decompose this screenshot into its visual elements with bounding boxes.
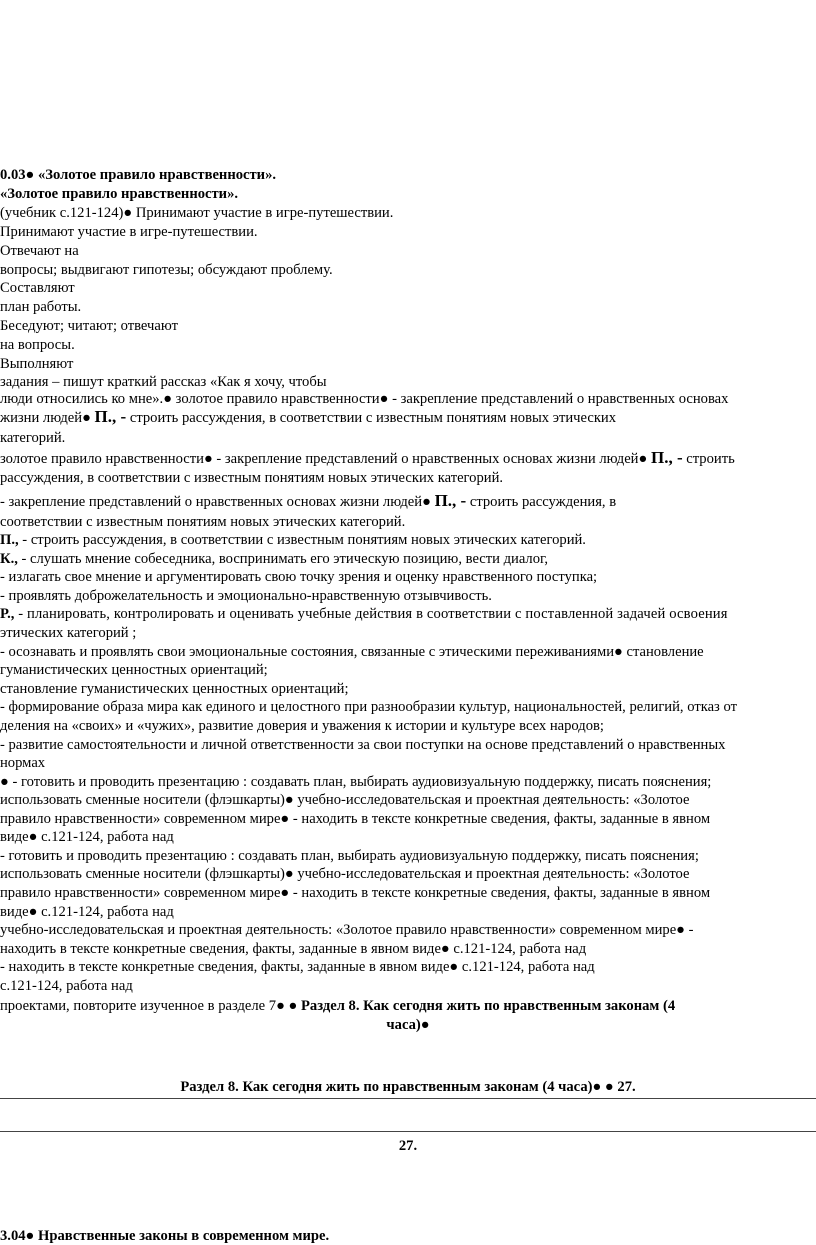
text-span: строить рассуждения, в xyxy=(466,494,617,510)
text-span: - закрепление представлений о нравственных основах жизни людей● xyxy=(0,494,435,510)
divider xyxy=(0,1098,816,1099)
text-line: - проявлять доброжелательность и эмоционально-нравственную отзывчивость. xyxy=(0,588,492,604)
section-heading: Раздел 8. Как сегодня жить по нравственным законам (4 часа)● ● 27. xyxy=(180,1079,636,1095)
text-line: - развитие самостоятельности и личной ответственности за свои поступки на основе представлений о нравственных xyxy=(0,737,726,753)
text-line: 3.04● Нравственные законы в современном мире. xyxy=(0,1228,330,1244)
label-r: Р., xyxy=(0,606,15,622)
text-line: Выполняют xyxy=(0,356,74,372)
text-line: соответствии с известным понятиям новых этических категорий. xyxy=(0,514,406,530)
label-p: П., - xyxy=(434,491,467,510)
label-p: П., - xyxy=(650,448,683,467)
text-line: правило нравственности» современном мире● - находить в тексте конкретные сведения, факты, заданные в явном xyxy=(0,885,711,901)
text-line: находить в тексте конкретные сведения, факты, заданные в явном виде● с.121-124, работа над xyxy=(0,941,587,957)
text-line: ● - готовить и проводить презентацию : создавать план, выбирать аудиовизуальную поддержку, писать пояснения; xyxy=(0,774,712,790)
text-line: люди относились ко мне».● золотое правило нравственности● - закрепление представлений о нравственных основах xyxy=(0,391,729,407)
page-number: 27. xyxy=(398,1138,418,1154)
text-line: категорий. xyxy=(0,430,66,446)
text-line: 0.03● «Золотое правило нравственности». xyxy=(0,167,277,183)
text-span: золотое правило нравственности● - закрепление представлений о нравственных основах жизни людей● xyxy=(0,451,651,467)
text-line: гуманистических ценностных ориентаций; xyxy=(0,662,268,678)
text-line xyxy=(0,492,816,511)
text-line: использовать сменные носители (флэшкарты)● учебно-исследовательская и проектная деятельность: «Золотое xyxy=(0,866,690,882)
text-line xyxy=(0,408,816,427)
text-line: - формирование образа мира как единого и целостного при разнообразии культур, национальностей, религий, отказ от xyxy=(0,699,737,715)
text-line: с.121-124, работа над xyxy=(0,978,133,994)
divider xyxy=(0,1131,816,1132)
text-line: виде● с.121-124, работа над xyxy=(0,904,174,920)
text-span: - строить рассуждения, в соответствии с известным понятиям новых этических категорий. xyxy=(18,532,586,548)
text-line: учебно-исследовательская и проектная деятельность: «Золотое правило нравственности» современном мире● - xyxy=(0,922,694,938)
text-line xyxy=(0,550,816,568)
label-p: П., xyxy=(0,532,19,548)
text-span: - слушать мнение собеседника, воспринимать его этическую позицию, вести диалог, xyxy=(17,551,549,567)
text-span: - планировать, контролировать и оценивать учебные действия в соответствии с поставленной задачей освоения xyxy=(14,606,728,622)
label-p: П., - xyxy=(94,407,127,426)
text-span: проектами, повторите изученное в разделе 7● ● xyxy=(0,998,302,1014)
text-line xyxy=(0,997,816,1015)
text-line: становление гуманистических ценностных ориентаций; xyxy=(0,681,349,697)
text-line: - осознавать и проявлять свои эмоциональные состояния, связанные с этическими переживаниями● становление xyxy=(0,644,704,660)
text-line xyxy=(0,449,816,468)
text-span: строить рассуждения, в соответствии с известным понятиям новых этических xyxy=(126,410,617,426)
text-line: использовать сменные носители (флэшкарты)● учебно-исследовательская и проектная деятельность: «Золотое xyxy=(0,792,690,808)
text-span: строить xyxy=(682,451,735,467)
section-heading: Раздел 8. Как сегодня жить по нравственным законам (4 xyxy=(301,998,676,1014)
text-line: нормах xyxy=(0,755,46,771)
text-line: - излагать свое мнение и аргументировать свою точку зрения и оценку нравственного поступка; xyxy=(0,569,598,585)
text-line: деления на «своих» и «чужих», развитие доверия и уважения к истории и культуре всех народов; xyxy=(0,718,604,734)
text-line: задания – пишут краткий рассказ «Как я хочу, чтобы xyxy=(0,374,327,390)
text-span: жизни людей● xyxy=(0,410,95,426)
text-line: «Золотое правило нравственности». xyxy=(0,186,239,202)
text-line: виде● с.121-124, работа над xyxy=(0,829,174,845)
section-heading-cont: часа)● xyxy=(386,1017,430,1033)
text-line: (учебник с.121-124)● Принимают участие в игре-путешествии. xyxy=(0,205,394,221)
text-line: - готовить и проводить презентацию : создавать план, выбирать аудиовизуальную поддержку, писать пояснения; xyxy=(0,848,699,864)
text-line xyxy=(0,605,816,623)
label-k: К., xyxy=(0,551,18,567)
text-line: вопросы; выдвигают гипотезы; обсуждают проблему. xyxy=(0,262,333,278)
text-line xyxy=(0,531,816,549)
text-line: на вопросы. xyxy=(0,337,75,353)
text-line: - находить в тексте конкретные сведения, факты, заданные в явном виде● с.121-124, работа над xyxy=(0,959,595,975)
text-line: Принимают участие в игре-путешествии. xyxy=(0,224,258,240)
text-line: Составляют xyxy=(0,280,75,296)
text-line: рассуждения, в соответствии с известным понятиям новых этических категорий. xyxy=(0,470,504,486)
text-line: Беседуют; читают; отвечают xyxy=(0,318,178,334)
text-line: план работы. xyxy=(0,299,82,315)
text-line: правило нравственности» современном мире● - находить в тексте конкретные сведения, факты, заданные в явном xyxy=(0,811,711,827)
text-line: этических категорий ; xyxy=(0,625,137,641)
text-line: Отвечают на xyxy=(0,243,79,259)
